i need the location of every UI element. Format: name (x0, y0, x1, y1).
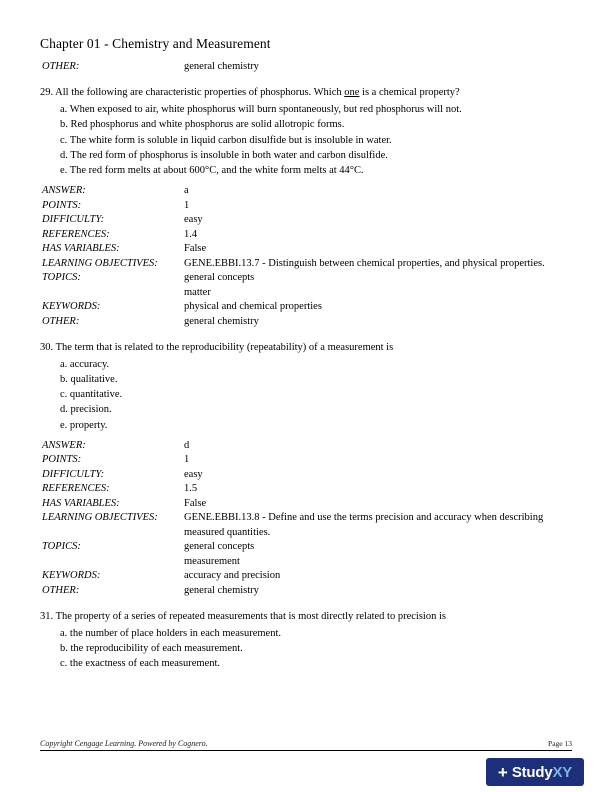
meta-label: TOPICS: (42, 272, 81, 284)
meta-row-other-29 (40, 315, 568, 329)
meta-row-answer-29 (40, 184, 568, 198)
meta-row-other-30 (40, 584, 568, 598)
meta-value: GENE.EBBI.13.8 - Define and use the terms precision and accuracy when describing measured quantities. (184, 512, 544, 538)
question-block-29 (40, 86, 568, 329)
meta-value: 1.5 (184, 483, 198, 495)
meta-label: LEARNING OBJECTIVES: (42, 512, 158, 524)
meta-row-topics-29 (40, 271, 568, 300)
choice-c-30: c. quantitative. (60, 389, 123, 401)
meta-label: LEARNING OBJECTIVES: (42, 257, 158, 269)
meta-value: easy (184, 468, 203, 480)
meta-value-line-1: general concepts (184, 541, 255, 553)
meta-label: HAS VARIABLES: (42, 497, 120, 509)
studyxy-logo[interactable] (486, 758, 584, 786)
plus-icon: + (497, 762, 508, 782)
meta-value: 1 (184, 454, 190, 466)
meta-row-keywords-29 (40, 300, 568, 314)
meta-row-has-variables-29 (40, 242, 568, 256)
footer-page-number: Page 13 (548, 739, 572, 748)
choice-d-30: d. precision. (60, 404, 112, 416)
meta-label: ANSWER: (42, 439, 86, 451)
meta-value: 1 (184, 199, 190, 211)
choice-d-29: d. The red form of phosphorus is insoluble in both water and carbon disulfide. (60, 149, 388, 161)
meta-row-other-top (40, 60, 568, 74)
meta-label: POINTS: (42, 454, 82, 466)
question-stem-text-pre-29: All the following are characteristic properties of phosphorus. Which (55, 87, 345, 99)
meta-label: OTHER: (42, 61, 80, 72)
meta-value: physical and chemical properties (184, 301, 322, 313)
meta-row-topics-30 (40, 540, 568, 569)
meta-label: HAS VARIABLES: (42, 243, 120, 255)
meta-row-references-30 (40, 482, 568, 496)
question-block-30 (40, 341, 568, 598)
question-stem-text-pre-30: The term that is related to the reproducibility (repeatability) of a measurement is (55, 342, 394, 354)
choice-c-29: c. The white form is soluble in liquid carbon disulfide but is insoluble in water. (60, 134, 392, 146)
question-stem-31 (40, 610, 568, 625)
meta-row-learning-objectives-29 (40, 257, 568, 271)
choice-b-29: b. Red phosphorus and white phosphorus are solid allotropic forms. (60, 119, 345, 131)
meta-row-difficulty-30 (40, 468, 568, 482)
meta-label: KEYWORDS: (42, 570, 101, 582)
meta-row-points-30 (40, 453, 568, 467)
meta-label: ANSWER: (42, 185, 86, 197)
choice-a-29: a. When exposed to air, white phosphorus will burn spontaneously, but red phosphorus will not. (60, 104, 462, 116)
meta-table-29 (40, 184, 568, 329)
meta-value: general chemistry (184, 584, 259, 596)
question-block-31 (40, 610, 568, 671)
meta-row-has-variables-30 (40, 497, 568, 511)
meta-label: REFERENCES: (42, 228, 110, 240)
meta-label: DIFFICULTY: (42, 214, 105, 226)
question-number-31: 31. (40, 611, 54, 623)
meta-row-references-29 (40, 228, 568, 242)
meta-row-points-29 (40, 199, 568, 213)
meta-label: OTHER: (42, 315, 80, 327)
question-number-29: 29. (40, 87, 54, 99)
meta-row-answer-30 (40, 439, 568, 453)
meta-label: REFERENCES: (42, 483, 110, 495)
choice-e-29: e. The red form melts at about 600°C, and the white form melts at 44°C. (60, 165, 364, 177)
meta-value: a (184, 185, 189, 197)
question-stem-underline-29: one (344, 87, 360, 99)
meta-value: False (184, 497, 207, 509)
meta-row-difficulty-29 (40, 213, 568, 227)
meta-value: accuracy and precision (184, 570, 281, 582)
question-stem-29 (40, 86, 568, 101)
choice-a-31: a. the number of place holders in each measurement. (60, 627, 281, 639)
meta-label: DIFFICULTY: (42, 468, 105, 480)
meta-label: OTHER: (42, 584, 80, 596)
choice-b-31: b. the reproducibility of each measurement. (60, 643, 243, 655)
meta-label: POINTS: (42, 199, 82, 211)
meta-label: TOPICS: (42, 541, 81, 553)
choice-b-30: b. qualitative. (60, 374, 118, 386)
meta-value-line-2: matter (184, 286, 211, 298)
question-stem-text-post-29: is a chemical property? (359, 87, 460, 99)
meta-label: KEYWORDS: (42, 301, 101, 313)
footer-copyright: Copyright Cengage Learning. Powered by Cognero. (40, 739, 208, 748)
meta-table-30 (40, 439, 568, 598)
meta-value-line-1: general concepts (184, 272, 255, 284)
question-number-30: 30. (40, 342, 54, 354)
question-stem-text-pre-31: The property of a series of repeated measurements that is most directly related to precision is (55, 611, 446, 623)
meta-value: 1.4 (184, 228, 198, 240)
meta-value (182, 540, 568, 569)
meta-value-line-2: measurement (184, 555, 240, 567)
meta-row-keywords-30 (40, 569, 568, 583)
choice-a-30: a. accuracy. (60, 358, 110, 370)
brand-name-main: Study (511, 763, 553, 781)
footer-divider (40, 750, 572, 751)
meta-value: d (184, 439, 190, 451)
meta-value: False (184, 243, 207, 255)
brand-name-suffix: XY (552, 763, 573, 781)
meta-value (182, 271, 568, 300)
choice-c-31: c. the exactness of each measurement. (60, 658, 221, 670)
meta-row-learning-objectives-30 (40, 511, 568, 540)
meta-value: GENE.EBBI.13.7 - Distinguish between chemical properties, and physical properties. (184, 257, 545, 269)
footer (40, 739, 572, 748)
meta-value: general chemistry (184, 315, 259, 327)
page-title: Chapter 01 - Chemistry and Measurement (40, 36, 271, 51)
brand-name (512, 764, 572, 781)
meta-value: easy (184, 214, 203, 226)
meta-value: general chemistry (184, 61, 259, 72)
question-stem-30 (40, 341, 568, 356)
choice-e-30: e. property. (60, 419, 108, 431)
